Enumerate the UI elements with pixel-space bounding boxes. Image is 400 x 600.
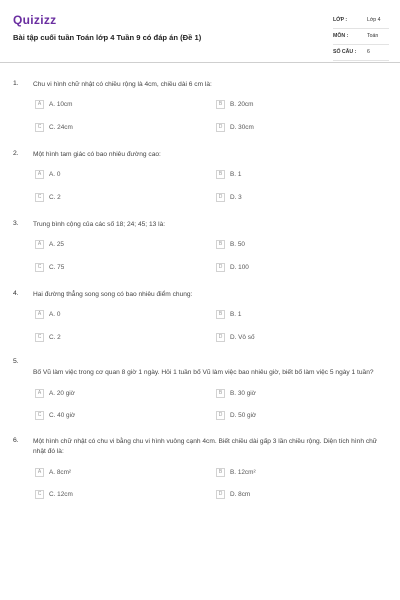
option-letter-box: C	[35, 263, 44, 272]
option-text: D. 30cm	[230, 124, 254, 131]
option-text: C. 2	[49, 334, 61, 341]
option-letter-box: C	[35, 123, 44, 132]
question-text: Hai đường thẳng song song có bao nhiêu điểm chung:	[33, 291, 193, 298]
option-text: A. 20 giờ	[49, 390, 75, 397]
question-number: 2.	[13, 150, 19, 157]
question-text: Trung bình cộng của các số 18; 24; 45; 13 là:	[33, 221, 166, 228]
option-letter-box: D	[216, 123, 225, 132]
option-letter-box: C	[35, 333, 44, 342]
question-2	[13, 150, 393, 210]
option-letter-box: B	[216, 310, 225, 319]
option-letter-box: B	[216, 468, 225, 477]
option-letter-box: B	[216, 170, 225, 179]
meta-value: 6	[367, 49, 370, 55]
option-letter-box: A	[35, 310, 44, 319]
option-letter-box: A	[35, 100, 44, 109]
option-letter-box: B	[216, 240, 225, 249]
option-text: B. 1	[230, 171, 242, 178]
meta-value: Toán	[367, 33, 379, 39]
option-letter-box: A	[35, 389, 44, 398]
worksheet-title: Bài tập cuối tuần Toán lớp 4 Tuần 9 có đáp án (Đề 1)	[13, 33, 202, 42]
question-number: 5.	[13, 358, 19, 365]
option-letter-box: A	[35, 240, 44, 249]
option-text: A. 8cm²	[49, 469, 72, 476]
question-text: Bố Vũ làm việc trong cơ quan 8 giờ 1 ngày. Hỏi 1 tuần bố Vũ làm việc bao nhiêu giờ, biết bố làm việc 5 ngày 1 tuần?	[33, 369, 374, 376]
question-3	[13, 220, 393, 280]
meta-row-question-count	[333, 46, 389, 61]
option-letter-box: D	[216, 193, 225, 202]
question-1	[13, 80, 393, 140]
option-letter-box: C	[35, 490, 44, 499]
question-6	[13, 437, 393, 512]
question-text: Một hình chữ nhật có chu vi bằng chu vi hình vuông cạnh 4cm. Biết chiều dài gấp 3 lần chiều rộng. Diện tích hình chữ nhật đó là:	[33, 438, 378, 455]
worksheet-meta	[333, 14, 389, 62]
option-text: A. 0	[49, 311, 61, 318]
option-letter-box: D	[216, 263, 225, 272]
meta-label: MÔN :	[333, 33, 349, 39]
option-text: C. 12cm	[49, 491, 73, 498]
option-text: C. 2	[49, 194, 61, 201]
option-letter-box: D	[216, 411, 225, 420]
option-text: D. Vô số	[230, 334, 255, 341]
option-text: A. 10cm	[49, 101, 73, 108]
option-text: D. 8cm	[230, 491, 251, 498]
option-text: D. 100	[230, 264, 249, 271]
question-4	[13, 290, 393, 350]
option-letter-box: B	[216, 389, 225, 398]
option-text: B. 50	[230, 241, 245, 248]
question-number: 1.	[13, 80, 19, 87]
meta-value: Lớp 4	[367, 17, 381, 23]
option-text: C. 75	[49, 264, 65, 271]
option-letter-box: B	[216, 100, 225, 109]
question-text: Một hình tam giác có bao nhiêu đường cao:	[33, 151, 161, 158]
quizizz-logo: Quizizz	[13, 13, 57, 27]
option-letter-box: C	[35, 411, 44, 420]
meta-row-subject	[333, 30, 389, 45]
question-number: 6.	[13, 437, 19, 444]
option-letter-box: C	[35, 193, 44, 202]
option-text: B. 1	[230, 311, 242, 318]
worksheet-header	[0, 0, 400, 63]
option-letter-box: D	[216, 490, 225, 499]
option-letter-box: A	[35, 468, 44, 477]
option-text: B. 12cm²	[230, 469, 256, 476]
option-letter-box: D	[216, 333, 225, 342]
option-text: C. 40 giờ	[49, 412, 76, 419]
option-text: D. 50 giờ	[230, 412, 257, 419]
option-letter-box: A	[35, 170, 44, 179]
meta-row-class	[333, 14, 389, 29]
option-text: B. 30 giờ	[230, 390, 256, 397]
question-text: Chu vi hình chữ nhật có chiều rộng là 4cm, chiều dài 6 cm là:	[33, 81, 212, 88]
meta-label: LỚP :	[333, 17, 348, 23]
option-text: C. 24cm	[49, 124, 73, 131]
option-text: B. 20cm	[230, 101, 254, 108]
question-5	[13, 358, 393, 430]
option-text: D. 3	[230, 194, 242, 201]
meta-label: SỐ CÂU :	[333, 49, 357, 55]
question-number: 4.	[13, 290, 19, 297]
question-number: 3.	[13, 220, 19, 227]
option-text: A. 0	[49, 171, 61, 178]
option-text: A. 25	[49, 241, 64, 248]
